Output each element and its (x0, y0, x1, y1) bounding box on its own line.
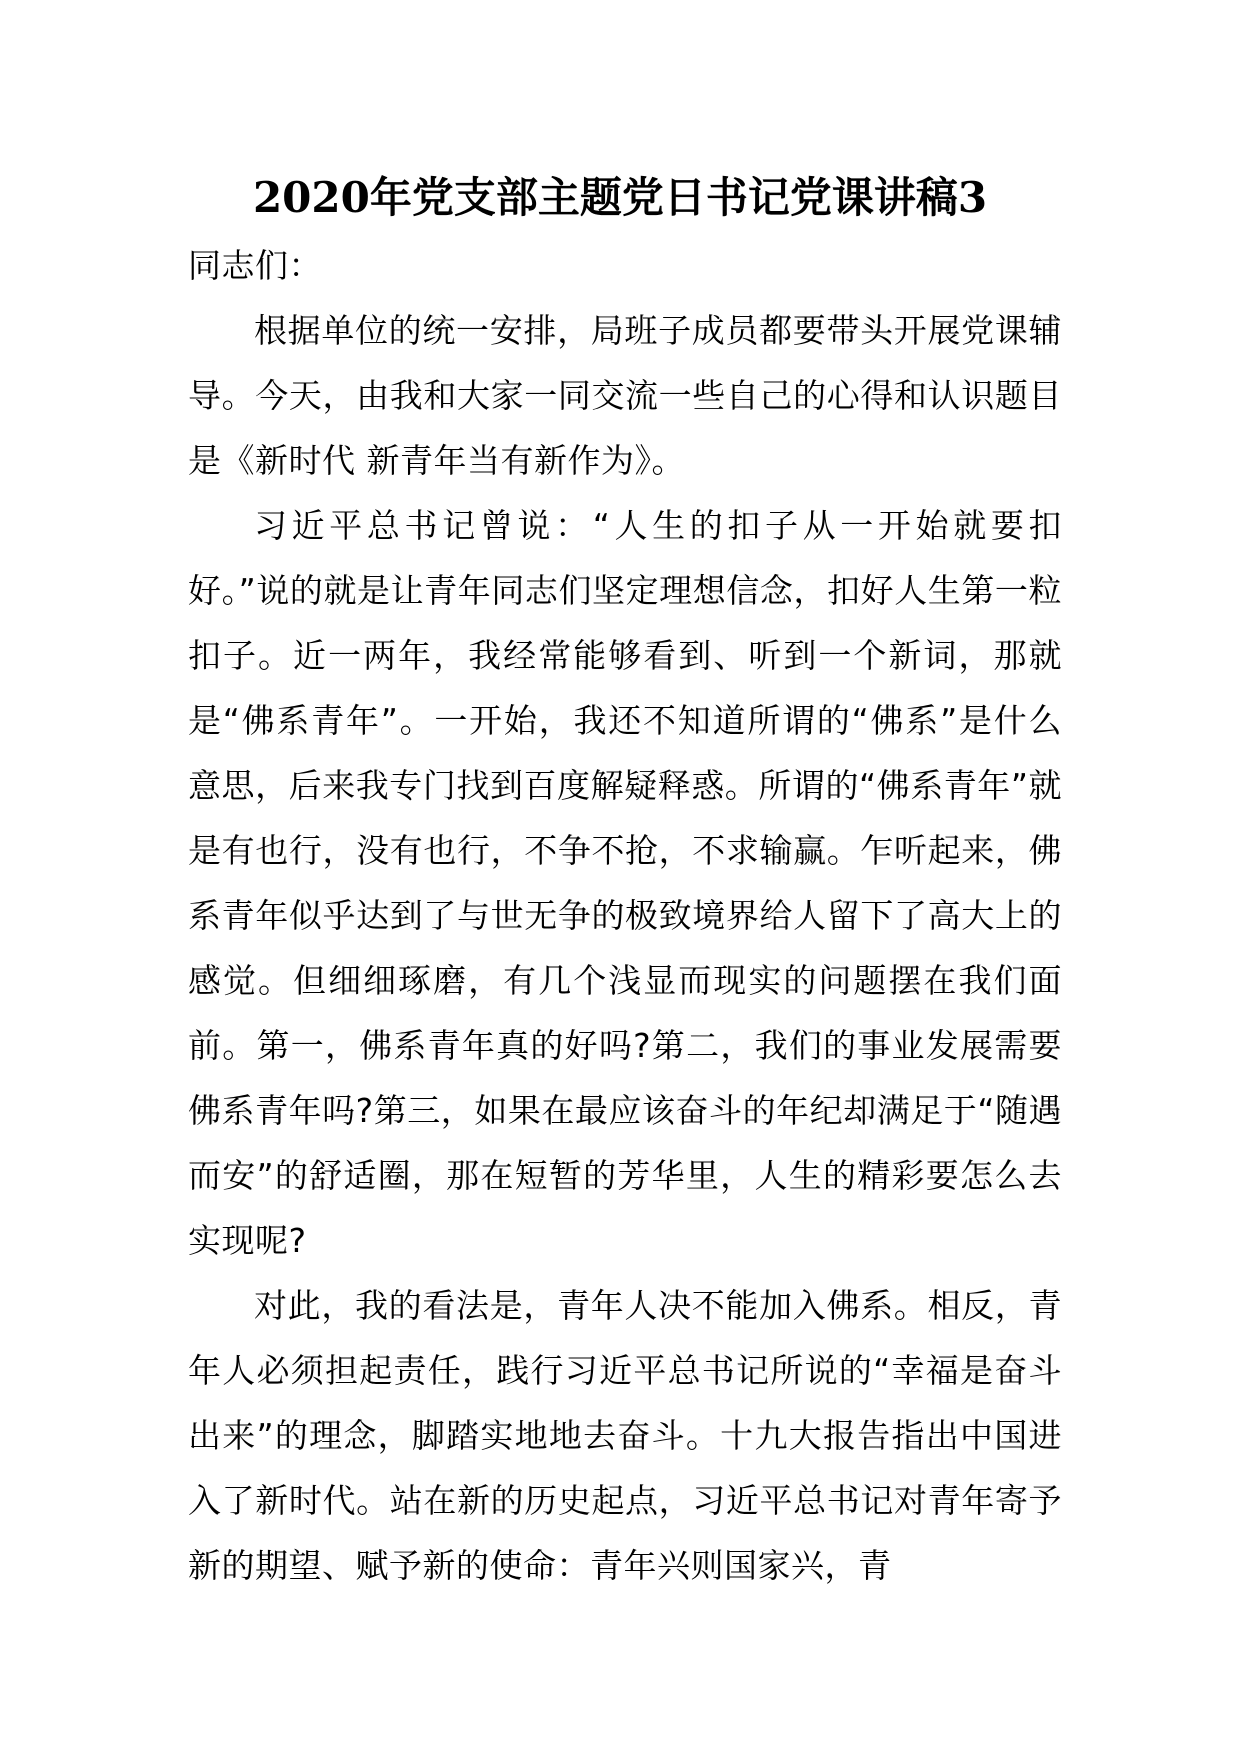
document-body (188, 233, 1062, 1598)
paragraph-2: 习近平总书记曾说：“人生的扣子从一开始就要扣好。”说的就是让青年同志们坚定理想信念，扣好人生第一粒扣子。近一两年，我经常能够看到、听到一个新词，那就是“佛系青年”。一开始，我还不知道所谓的“佛系”是什么意思，后来我专门找到百度解疑释惑。所谓的“佛系青年”就是有也行，没有也行，不争不抢，不求输赢。乍听起来，佛系青年似乎达到了与世无争的极致境界给人留下了高大上的感觉。但细细琢磨，有几个浅显而现实的问题摆在我们面前。第一，佛系青年真的好吗?第二，我们的事业发展需要佛系青年吗?第三，如果在最应该奋斗的年纪却满足于“随遇而安”的舒适圈，那在短暂的芳华里，人生的精彩要怎么去实现呢? (188, 506, 1062, 1260)
paragraph-3: 对此，我的看法是，青年人决不能加入佛系。相反，青年人必须担起责任，践行习近平总书记所说的“幸福是奋斗出来”的理念，脚踏实地地去奋斗。十九大报告指出中国进入了新时代。站在新的历史起点，习近平总书记对青年寄予新的期望、赋予新的使命：青年兴则国家兴，青 (188, 1286, 1062, 1585)
paragraph-1: 根据单位的统一安排，局班子成员都要带头开展党课辅导。今天，由我和大家一同交流一些自己的心得和认识题目是《新时代 新青年当有新作为》。 (188, 311, 1062, 480)
document-title: 2020年党支部主题党日书记党课讲稿3 (252, 173, 988, 222)
salutation: 同志们： (188, 246, 322, 285)
